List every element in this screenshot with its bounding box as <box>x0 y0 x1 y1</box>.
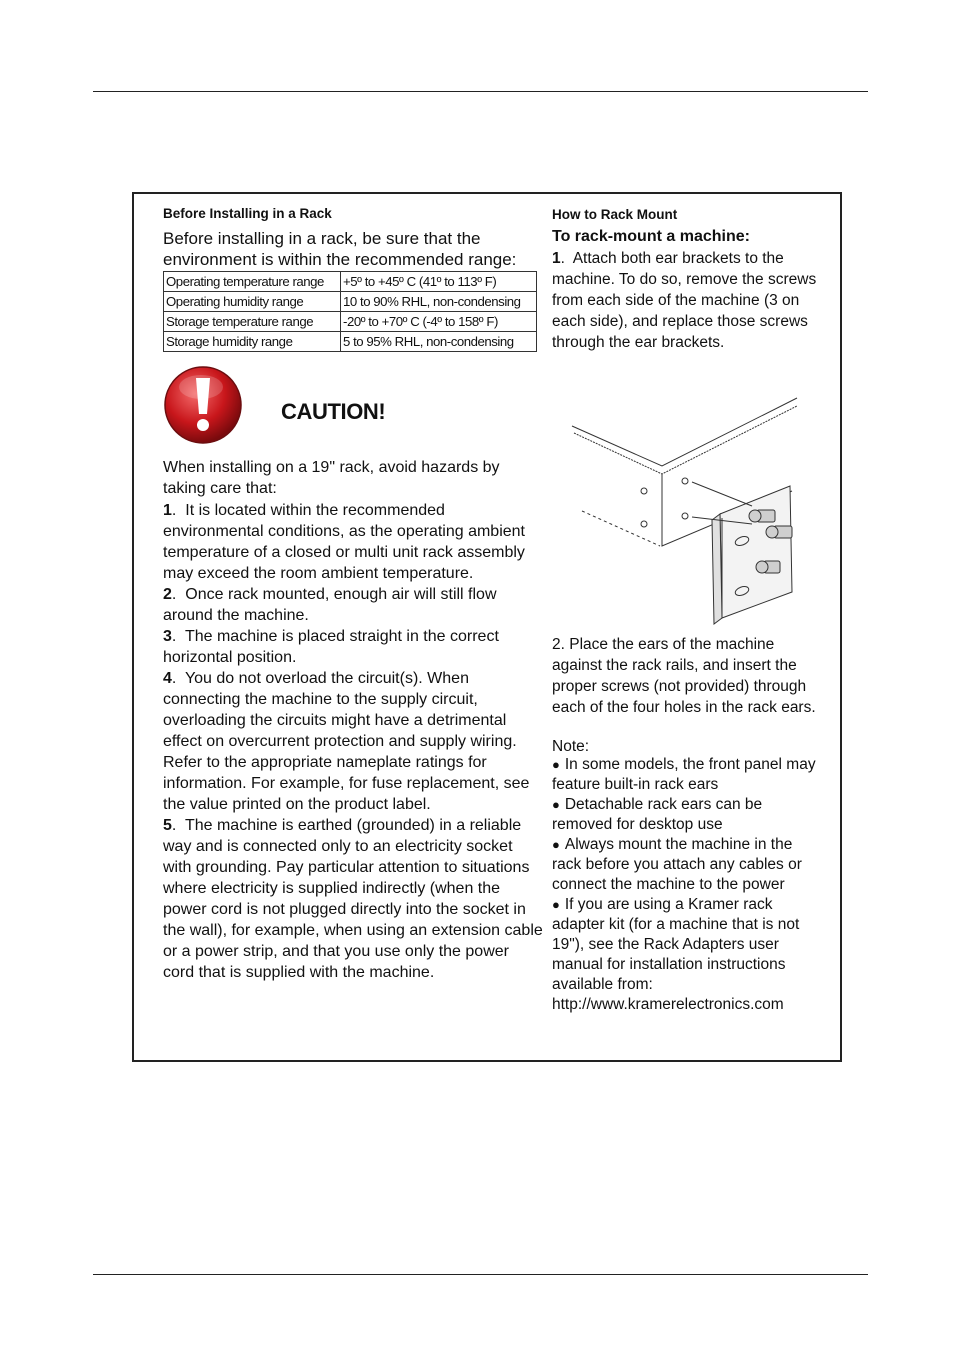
rack-mount-subtitle: To rack-mount a machine: <box>552 228 750 245</box>
list-item: 2. Once rack mounted, enough air will still flow around the machine. <box>163 586 497 624</box>
item-text: If you are using a Kramer rack adapter kit (for a machine that is not 19"), see the Rack Adapters user manual for installation instructions available from: <box>552 896 800 993</box>
item-text: Once rack mounted, enough air will still flow around the machine. <box>163 586 497 624</box>
step-text: Attach both ear brackets to the machine. To do so, remove the screws from each side of the machine (3 on each side), and replace those screws through the ear brackets. <box>552 250 817 351</box>
item-number: 1 <box>163 502 172 519</box>
item-number: 4 <box>163 670 172 687</box>
environment-intro: Before installing in a rack, be sure that the environment is within the recommended range: <box>163 229 517 269</box>
table-cell: 5 to 95% RHL, non-condensing <box>341 332 537 352</box>
table-row <box>164 292 537 312</box>
rack-mount-title: How to Rack Mount <box>552 207 678 222</box>
rack-ear-diagram <box>552 396 824 628</box>
table-cell: -20º to +70º C (-4º to 158º F) <box>341 312 537 332</box>
list-item <box>552 895 824 1015</box>
environment-table <box>163 271 537 352</box>
list-item <box>552 795 824 835</box>
instructions-panel <box>132 192 842 1062</box>
table-cell: Operating temperature range <box>164 272 341 292</box>
item-text: The machine is earthed (grounded) in a reliable way and is connected only to an electricity socket with grounding. Pay particular attention to situations where electricity is supplied indirectly (when the power cord is not plugged directly into the socket in the wall), for example, when using an extension cable or a power strip, and that you use only the power cord that is supplied with the machine. <box>163 817 543 981</box>
step-1: 1. Attach both ear brackets to the machine. To do so, remove the screws from each side of the machine (3 on each side), and replace those screws through the ear brackets. <box>552 250 817 351</box>
list-item <box>552 835 824 895</box>
step-2: 2. Place the ears of the machine against the rack rails, and insert the proper screws (not provided) through each of the four holes in the rack ears. <box>552 636 816 716</box>
list-item: 3. The machine is placed straight in the correct horizontal position. <box>163 628 499 666</box>
bullet-icon: ● <box>552 897 560 912</box>
table-cell: Storage temperature range <box>164 312 341 332</box>
footer-rule <box>93 1274 868 1275</box>
bullet-icon: ● <box>552 837 560 852</box>
table-row <box>164 332 537 352</box>
list-item <box>552 755 824 795</box>
caution-heading: CAUTION! <box>281 399 386 424</box>
table-cell: Operating humidity range <box>164 292 341 312</box>
item-text: It is located within the recommended environmental conditions, as the operating ambient temperature of a closed or multi unit rack assembly may exceed the room ambient temperature. <box>163 502 525 582</box>
caution-exclamation-icon <box>163 365 243 445</box>
header-rule <box>93 91 868 92</box>
step-number: 1 <box>552 250 561 267</box>
kramer-url-link[interactable]: http://www.kramerelectronics.com <box>552 996 784 1013</box>
hazard-list <box>163 500 543 983</box>
item-text: The machine is placed straight in the correct horizontal position. <box>163 628 499 666</box>
list-item: 1. It is located within the recommended environmental conditions, as the operating ambient temperature of a closed or multi unit rack assembly may exceed the room ambient temperature. <box>163 502 525 582</box>
note-label: Note: <box>552 738 590 755</box>
bullet-icon: ● <box>552 797 560 812</box>
item-number: 2 <box>163 586 172 603</box>
item-text: You do not overload the circuit(s). When connecting the machine to the supply circuit, overloading the circuits might have a detrimental effect on overcurrent protection and supply wiring. Refer to the appropriate nameplate ratings for information. For example, for fuse replacement, see the value printed on the product label. <box>163 670 530 813</box>
item-number: 3 <box>163 628 172 645</box>
table-row <box>164 272 537 292</box>
table-cell: 10 to 90% RHL, non-condensing <box>341 292 537 312</box>
item-text: In some models, the front panel may feature built-in rack ears <box>552 756 816 793</box>
item-text: Detachable rack ears can be removed for desktop use <box>552 796 763 833</box>
list-item: 5. The machine is earthed (grounded) in a reliable way and is connected only to an electricity socket with grounding. Pay particular attention to situations where electricity is supplied indirectly (when the power cord is not plugged directly into the socket in the wall), for example, when using an extension cable or a power strip, and that you use only the power cord that is supplied with the machine. <box>163 817 543 981</box>
bullet-icon: ● <box>552 757 560 772</box>
table-row <box>164 312 537 332</box>
hazard-intro: When installing on a 19" rack, avoid hazards by taking care that: <box>163 459 500 497</box>
item-text: Always mount the machine in the rack before you attach any cables or connect the machine to the power <box>552 836 802 893</box>
item-number: 5 <box>163 817 172 834</box>
before-installing-title: Before Installing in a Rack <box>163 206 332 221</box>
list-item: 4. You do not overload the circuit(s). When connecting the machine to the supply circuit, overloading the circuits might have a detrimental effect on overcurrent protection and supply wiring. Refer to the appropriate nameplate ratings for information. For example, for fuse replacement, see the value printed on the product label. <box>163 670 530 813</box>
table-cell: Storage humidity range <box>164 332 341 352</box>
note-list <box>552 755 824 1015</box>
table-cell: +5º to +45º C (41º to 113º F) <box>341 272 537 292</box>
